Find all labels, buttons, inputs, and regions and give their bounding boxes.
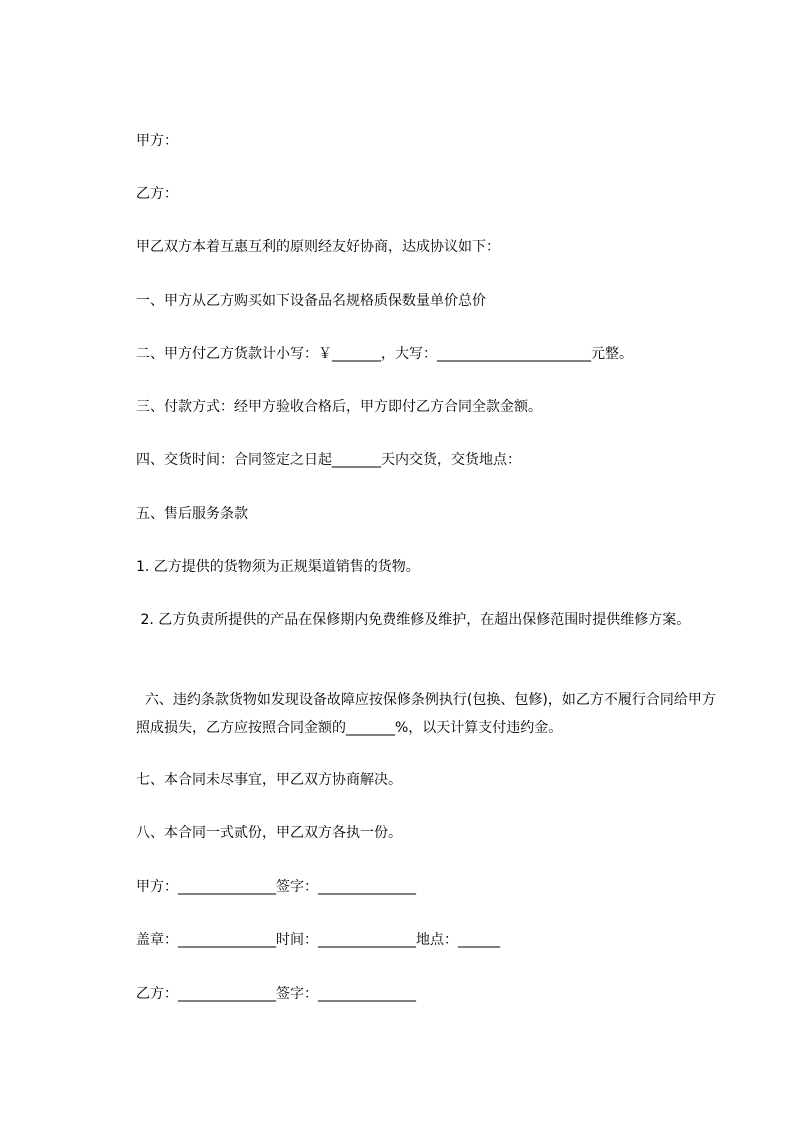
clause-6: 六、违约条款货物如发现设备故障应按保修条例执行(包换、包修)，如乙方不履行合同给甲方照成损失，乙方应按照合同金额的_______%，以天计算支付违约金。 [136,692,716,736]
clause-5-item-1: 1. 乙方提供的货物须为正规渠道销售的货物。 [136,559,420,575]
clause-5-item-2: 2. 乙方负责所提供的产品在保修期内免费维修及维护，在超出保修范围时提供维修方案。 [136,612,691,628]
clause-3: 三、付款方式：经甲方验收合格后，甲方即付乙方合同全款金额。 [136,399,542,415]
clause-7: 七、本合同未尽事宜，甲乙双方协商解决。 [136,772,402,788]
seal-time-place-line: 盖章：______________时间：______________地点：______ [136,932,500,948]
clause-1: 一、甲方从乙方购买如下设备品名规格质保数量单价总价 [136,293,486,309]
agreement-intro: 甲乙双方本着互惠互利的原则经友好协商，达成协议如下： [136,239,500,255]
clause-5-heading: 五、售后服务条款 [136,506,248,522]
party-a-line: 甲方： [136,133,178,149]
party-b-line: 乙方： [136,186,178,202]
party-b-signature-line: 乙方：______________签字：______________ [136,986,416,1002]
clause-2: 二、甲方付乙方货款计小写：￥_______，大写：______________________元整。 [136,346,633,362]
clause-4: 四、交货时间：合同签定之日起_______天内交货，交货地点： [136,452,521,468]
party-a-signature-line: 甲方：______________签字：______________ [136,879,416,895]
clause-8: 八、本合同一式贰份，甲乙双方各执一份。 [136,825,402,841]
